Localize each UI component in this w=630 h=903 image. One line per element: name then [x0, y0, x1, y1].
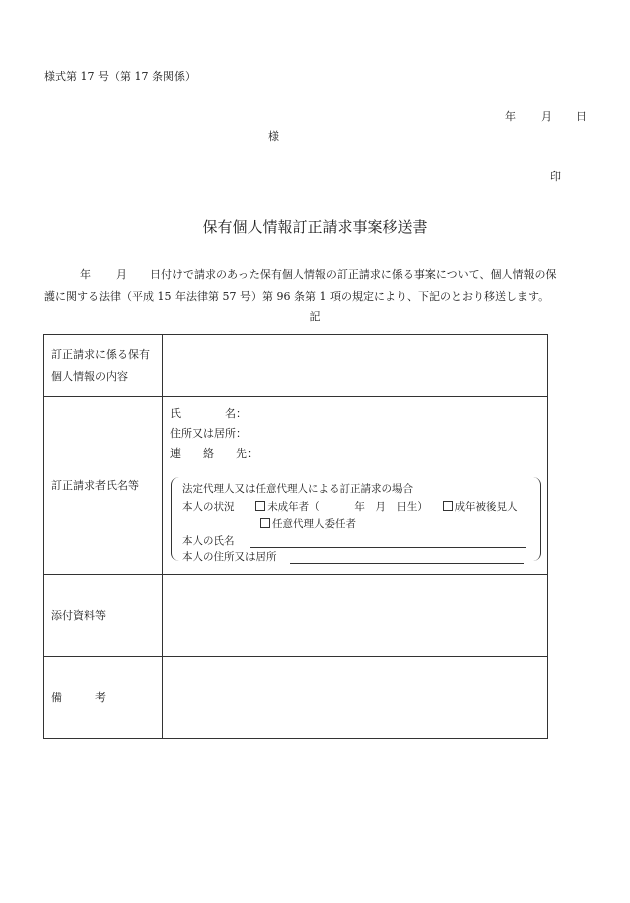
adult-guardian-option-label: 成年被後見人 — [454, 501, 518, 513]
remarks-value-field[interactable] — [163, 657, 548, 739]
table-row-content — [44, 335, 548, 397]
contact-field[interactable]: 連 絡 先： — [170, 447, 258, 460]
body-text: 日付けで請求のあった保有個人情報の訂正請求に係る事案について、個人情報の保 — [150, 268, 557, 281]
proxy-option-label: 任意代理人委任者 — [272, 518, 356, 530]
adult-guardian-checkbox[interactable] — [443, 501, 453, 511]
proxy-checkbox[interactable] — [260, 518, 270, 528]
requester-value-cell — [163, 397, 548, 575]
date-year-label: 年 — [505, 110, 516, 123]
seal-mark: 印 — [550, 170, 561, 183]
principal-address-label: 本人の住所又は居所 — [182, 551, 277, 563]
principal-name-label: 本人の氏名 — [182, 535, 235, 547]
birth-date-field[interactable]: 年 月 日生） — [354, 501, 428, 513]
notation-mark: 記 — [309, 310, 321, 323]
remarks-label: 備 考 — [44, 657, 163, 739]
address-field[interactable]: 住所又は居所： — [170, 427, 247, 440]
attachments-label: 添付資料等 — [44, 575, 163, 657]
principal-address-field[interactable] — [290, 552, 524, 564]
form-table — [43, 334, 548, 739]
table-row-attachments — [44, 575, 548, 657]
table-row-requester — [44, 397, 548, 575]
date-month-label: 月 — [541, 110, 552, 123]
minor-checkbox[interactable] — [255, 501, 265, 511]
body-paragraph-line-2: 護に関する法律（平成 15 年法律第 57 号）第 96 条第 1 項の規定により、下記のとおり移送します。 — [44, 290, 550, 303]
content-label — [44, 335, 163, 397]
form-number: 様式第 17 号（第 17 条関係） — [44, 70, 196, 83]
addressee-suffix: 様 — [268, 130, 279, 143]
name-field[interactable]: 氏 名： — [170, 407, 247, 420]
content-value-field[interactable] — [163, 335, 548, 397]
proxy-section — [171, 477, 541, 561]
content-label-line-2: 個人情報の内容 — [51, 369, 128, 383]
proxy-heading: 法定代理人又は任意代理人による訂正請求の場合 — [182, 483, 413, 495]
status-label: 本人の状況 — [182, 501, 235, 513]
requester-label: 訂正請求者氏名等 — [44, 397, 163, 575]
minor-option-label: 未成年者（ — [267, 501, 320, 513]
body-month: 月 — [116, 268, 127, 281]
body-year: 年 — [80, 268, 91, 281]
table-row-remarks — [44, 657, 548, 739]
principal-name-field[interactable] — [250, 536, 526, 548]
date-day-label: 日 — [576, 110, 587, 123]
attachments-value-field[interactable] — [163, 575, 548, 657]
content-label-line-1: 訂正請求に係る保有 — [51, 347, 150, 361]
document-title: 保有個人情報訂正請求事案移送書 — [202, 218, 428, 236]
